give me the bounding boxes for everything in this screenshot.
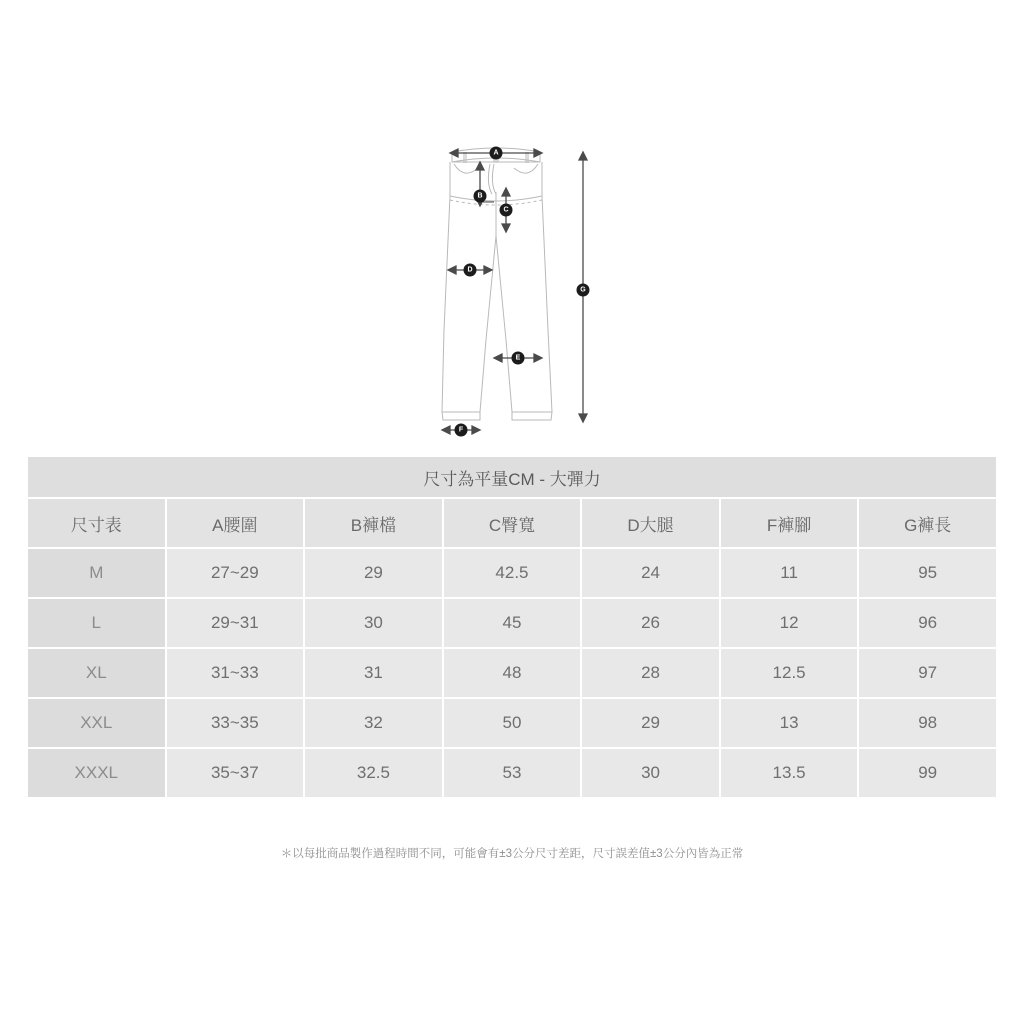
table-header-row xyxy=(28,499,996,547)
cell-hem: 12.5 xyxy=(721,649,858,697)
cell-length: 99 xyxy=(859,749,996,797)
column-header-size: 尺寸表 xyxy=(28,499,165,547)
row-label: M xyxy=(28,549,165,597)
cell-hem: 13 xyxy=(721,699,858,747)
size-chart-table xyxy=(26,455,998,799)
row-label: XXXL xyxy=(28,749,165,797)
marker-label-D: D xyxy=(467,266,473,274)
column-header-rise: B褲檔 xyxy=(305,499,442,547)
column-header-waist: A腰圍 xyxy=(167,499,304,547)
cell-rise: 31 xyxy=(305,649,442,697)
cell-thigh: 29 xyxy=(582,699,719,747)
cell-hem: 11 xyxy=(721,549,858,597)
cell-thigh: 26 xyxy=(582,599,719,647)
measurement-diagram xyxy=(0,0,1024,455)
cell-waist: 33~35 xyxy=(167,699,304,747)
cell-hip: 53 xyxy=(444,749,581,797)
marker-label-A: A xyxy=(493,149,499,157)
marker-label-C: C xyxy=(503,206,509,214)
column-header-hip: C臀寬 xyxy=(444,499,581,547)
table-title: 尺寸為平量CM - 大彈力 xyxy=(28,457,996,497)
cell-rise: 32 xyxy=(305,699,442,747)
cell-hip: 50 xyxy=(444,699,581,747)
cell-waist: 35~37 xyxy=(167,749,304,797)
cell-length: 97 xyxy=(859,649,996,697)
marker-label-F: F xyxy=(458,426,464,434)
pants-diagram-svg xyxy=(420,140,650,445)
marker-label-E: E xyxy=(515,354,521,362)
cell-length: 98 xyxy=(859,699,996,747)
cell-length: 96 xyxy=(859,599,996,647)
marker-label-B: B xyxy=(477,192,483,200)
marker-E xyxy=(512,352,525,365)
cell-hip: 45 xyxy=(444,599,581,647)
cell-waist: 31~33 xyxy=(167,649,304,697)
marker-B xyxy=(474,190,487,203)
table-row xyxy=(28,699,996,747)
cell-rise: 32.5 xyxy=(305,749,442,797)
column-header-length: G褲長 xyxy=(859,499,996,547)
cell-length: 95 xyxy=(859,549,996,597)
row-label: XXL xyxy=(28,699,165,747)
table-row xyxy=(28,749,996,797)
cell-hem: 13.5 xyxy=(721,749,858,797)
cell-waist: 29~31 xyxy=(167,599,304,647)
cell-hem: 12 xyxy=(721,599,858,647)
cell-thigh: 24 xyxy=(582,549,719,597)
cell-thigh: 30 xyxy=(582,749,719,797)
row-label: XL xyxy=(28,649,165,697)
table-row xyxy=(28,549,996,597)
table-row xyxy=(28,599,996,647)
cell-waist: 27~29 xyxy=(167,549,304,597)
cell-thigh: 28 xyxy=(582,649,719,697)
cell-rise: 29 xyxy=(305,549,442,597)
cell-hip: 48 xyxy=(444,649,581,697)
table-title-row xyxy=(28,457,996,497)
cell-hip: 42.5 xyxy=(444,549,581,597)
row-label: L xyxy=(28,599,165,647)
column-header-thigh: D大腿 xyxy=(582,499,719,547)
cell-rise: 30 xyxy=(305,599,442,647)
column-header-hem: F褲腳 xyxy=(721,499,858,547)
size-disclaimer-note: ＊以每批商品製作過程時間不同，可能會有±3公分尺寸差距，尺寸誤差值±3公分內皆為正常 xyxy=(280,848,744,860)
marker-F xyxy=(455,424,468,437)
table-row xyxy=(28,649,996,697)
marker-C xyxy=(500,204,513,217)
marker-A xyxy=(490,147,503,160)
marker-D xyxy=(464,264,477,277)
marker-G xyxy=(577,284,590,297)
marker-label-G: G xyxy=(580,286,586,294)
